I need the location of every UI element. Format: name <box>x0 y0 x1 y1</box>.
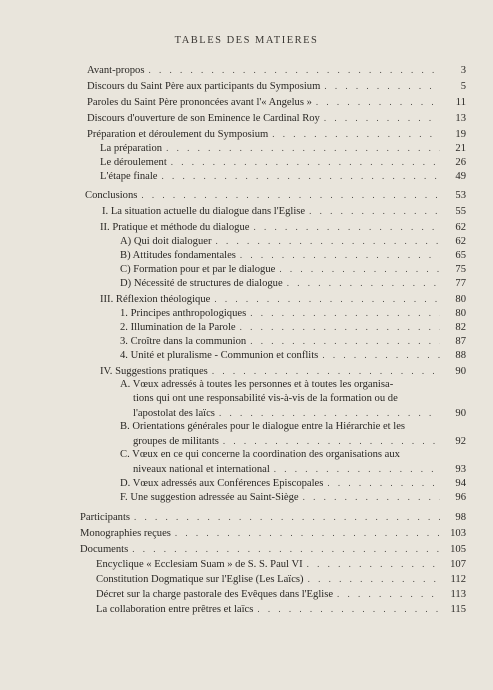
dot-leader <box>322 349 440 361</box>
toc-entry <box>87 64 466 77</box>
toc-entry <box>87 128 466 141</box>
toc-entry-page: 49 <box>455 171 466 182</box>
toc-entry-text: Discours du Saint Père aux participants du Symposium <box>87 81 321 92</box>
toc-entry <box>100 221 466 234</box>
dot-leader <box>307 558 440 570</box>
toc-entry-page: 93 <box>455 464 466 475</box>
toc-entry-page: 87 <box>455 336 466 347</box>
toc-entry-page: 107 <box>450 559 466 570</box>
toc-entry <box>133 435 466 448</box>
dot-leader <box>309 205 440 217</box>
dot-leader <box>216 235 440 247</box>
toc-entry <box>85 189 466 202</box>
page-title: TABLES DES MATIERES <box>174 35 319 46</box>
toc-entry <box>87 112 466 125</box>
toc-entry-page: 82 <box>455 322 466 333</box>
toc-entry <box>120 277 466 290</box>
toc-entry-page: 53 <box>455 190 466 201</box>
dot-leader <box>223 435 440 447</box>
toc-entry-text: Préparation et déroulement du Symposium <box>87 129 269 140</box>
toc-entry <box>80 543 466 556</box>
toc-entry-page: 55 <box>455 206 466 217</box>
toc-entry-text: 2. Illumination de la Parole <box>120 322 236 333</box>
toc-entry-page: 98 <box>455 512 466 523</box>
toc-entry-page: 94 <box>455 478 466 489</box>
toc-entry <box>80 511 466 524</box>
toc-entry-text: Avant-propos <box>87 65 145 76</box>
toc-entry-page: 26 <box>455 157 466 168</box>
toc-entry-page: 92 <box>455 436 466 447</box>
toc-entry-page: 11 <box>455 97 466 108</box>
toc-entry-continuation: A. Vœux adressés à toutes les personnes et à toutes les organisa- <box>120 379 394 390</box>
toc-entry <box>133 407 466 420</box>
toc-entry <box>87 96 466 109</box>
toc-entry-text: F. Une suggestion adressée au Saint-Siège <box>120 492 299 503</box>
toc-entry-page: 80 <box>455 308 466 319</box>
dot-leader <box>162 170 441 182</box>
toc-entry-text: L'étape finale <box>100 171 158 182</box>
toc-entry <box>100 293 466 306</box>
toc-entry <box>120 307 466 320</box>
toc-entry-text: I. La situation actuelle du dialogue dans l'Eglise <box>102 206 306 217</box>
toc-entry-page: 3 <box>460 65 466 76</box>
toc-entry <box>96 588 466 601</box>
toc-entry-text: La préparation <box>100 143 163 154</box>
toc-entry-page: 62 <box>455 236 466 247</box>
toc-entry-text: niveaux national et international <box>133 464 270 475</box>
toc-entry-text: Paroles du Saint Père prononcées avant l'« Angelus » <box>87 97 312 108</box>
toc-entry-text: C) Formation pour et par le dialogue <box>120 264 276 275</box>
toc-entry-text: Encyclique « Ecclesiam Suam » de S. S. Paul VI <box>96 559 303 570</box>
dot-leader <box>279 263 440 275</box>
toc-entry-text: IV. Suggestions pratiques <box>100 366 208 377</box>
toc-entry-text: B) Attitudes fondamentales <box>120 250 236 261</box>
dot-leader <box>171 156 440 168</box>
toc-entry-text: groupes de militants <box>133 436 219 447</box>
toc-entry-page: 103 <box>450 528 466 539</box>
dot-leader <box>308 573 440 585</box>
toc-entry-text: Discours d'ouverture de son Eminence le Cardinal Roy <box>87 113 320 124</box>
toc-entry <box>120 263 466 276</box>
dot-leader <box>132 543 440 555</box>
toc-entry-text: Participants <box>80 512 131 523</box>
toc-entry-page: 21 <box>455 143 466 154</box>
dot-leader <box>316 96 440 108</box>
toc-entry <box>100 365 466 378</box>
toc-entry-page: 77 <box>455 278 466 289</box>
toc-entry-text: A) Qui doit dialoguer <box>120 236 212 247</box>
toc-entry-page: 112 <box>450 574 466 585</box>
dot-leader <box>327 477 440 489</box>
dot-leader <box>324 112 440 124</box>
toc-entry-continuation: tions qui ont une responsabilité vis-à-vis de la formation ou de <box>133 393 398 404</box>
toc-entry-text: 1. Principes anthropologiques <box>120 308 247 319</box>
toc-entry-continuation: B. Orientations générales pour le dialogue entre la Hiérarchie et les <box>120 421 406 432</box>
toc-entry-text: D. Vœux adressés aux Conférences Episcopales <box>120 478 324 489</box>
toc-entry <box>120 335 466 348</box>
dot-leader <box>214 293 440 305</box>
toc-entry-continuation: C. Vœux en ce qui concerne la coordination des organisations aux <box>120 449 400 460</box>
toc-entry-text: II. Pratique et méthode du dialogue <box>100 222 250 233</box>
toc-entry-page: 113 <box>450 589 466 600</box>
toc-entry <box>100 156 466 169</box>
toc-entry-page: 88 <box>455 350 466 361</box>
toc-entry <box>96 573 466 586</box>
toc-entry-text: 3. Croître dans la communion <box>120 336 247 347</box>
toc-entry-page: 13 <box>455 113 466 124</box>
toc-entry-page: 5 <box>460 81 466 92</box>
dot-leader <box>287 277 440 289</box>
dot-leader <box>257 603 440 615</box>
toc-entry-text: 4. Unité et pluralisme - Communion et conflits <box>120 350 319 361</box>
toc-entry-page: 19 <box>455 129 466 140</box>
toc-entry-text: Constitution Dogmatique sur l'Eglise (Les Laïcs) <box>96 574 304 585</box>
dot-leader <box>303 491 440 503</box>
dot-leader <box>240 321 440 333</box>
dot-leader <box>141 189 440 201</box>
toc-entry-page: 90 <box>455 366 466 377</box>
toc-entry-text: Monographies reçues <box>80 528 171 539</box>
toc-entry <box>96 603 466 616</box>
dot-leader <box>250 307 440 319</box>
toc-entry-page: 80 <box>455 294 466 305</box>
dot-leader <box>166 142 440 154</box>
toc-entry <box>120 491 466 504</box>
dot-leader <box>250 335 440 347</box>
toc-entry-text: D) Nécessité de structures de dialogue <box>120 278 283 289</box>
toc-entry <box>96 558 466 571</box>
toc-entry-text: Conclusions <box>85 190 138 201</box>
toc-entry-page: 75 <box>455 264 466 275</box>
toc-entry <box>120 349 466 362</box>
dot-leader <box>212 365 440 377</box>
dot-leader <box>337 588 440 600</box>
dot-leader <box>253 221 440 233</box>
toc-entry-text: Le déroulement <box>100 157 167 168</box>
dot-leader <box>134 511 440 523</box>
toc-entry-page: 90 <box>455 408 466 419</box>
dot-leader <box>175 527 440 539</box>
toc-entry <box>120 235 466 248</box>
toc-entry-text: III. Réflexion théologique <box>100 294 211 305</box>
toc-entry <box>100 170 466 183</box>
toc-entry-text: Décret sur la charge pastorale des Evêques dans l'Eglise <box>96 589 334 600</box>
toc-entry <box>120 249 466 262</box>
dot-leader <box>148 64 440 76</box>
toc-entry <box>133 463 466 476</box>
toc-entry-page: 65 <box>455 250 466 261</box>
dot-leader <box>324 80 440 92</box>
toc-entry <box>80 527 466 540</box>
toc-entry-page: 105 <box>450 544 466 555</box>
toc-entry <box>87 80 466 93</box>
toc-entry-page: 96 <box>455 492 466 503</box>
dot-leader <box>240 249 440 261</box>
toc-entry <box>120 321 466 334</box>
toc-entry-page: 62 <box>455 222 466 233</box>
dot-leader <box>272 128 440 140</box>
toc-entry <box>100 142 466 155</box>
toc-entry-text: La collaboration entre prêtres et laïcs <box>96 604 254 615</box>
toc-entry-text: Documents <box>80 544 129 555</box>
toc-entry-page: 115 <box>450 604 466 615</box>
toc-entry <box>102 205 466 218</box>
toc-entry <box>120 477 466 490</box>
toc-entry-text: l'apostolat des laïcs <box>133 408 215 419</box>
dot-leader <box>274 463 440 475</box>
dot-leader <box>219 407 440 419</box>
